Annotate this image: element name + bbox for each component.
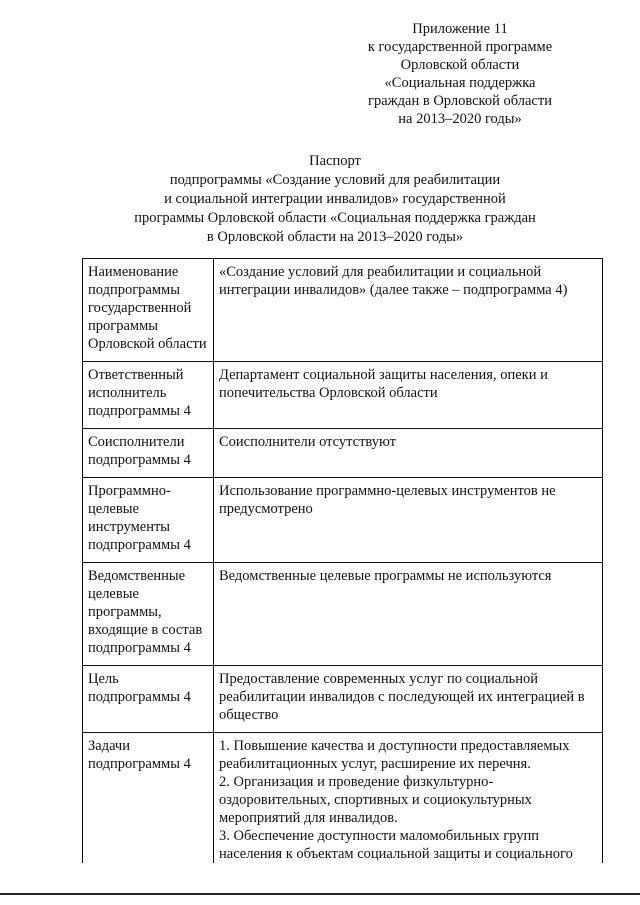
value-line: реабилитации инвалидов с последующей их интеграцией в: [219, 689, 585, 705]
label-line: Цель: [88, 671, 119, 687]
passport-title: Паспорт: [309, 153, 361, 169]
row-label-cell: [83, 733, 214, 864]
value-line: общество: [219, 707, 279, 723]
label-line: Соисполнители: [88, 434, 185, 450]
label-line: целевые: [88, 501, 139, 517]
label-line: подпрограммы 4: [88, 689, 191, 705]
appendix-header: [330, 20, 590, 128]
appendix-line: к государственной программе: [367, 39, 553, 55]
row-value-cell: [214, 666, 603, 733]
table-row: [83, 733, 603, 864]
row-value-cell: [214, 362, 603, 429]
label-line: входящие в состав: [88, 622, 203, 638]
label-line: подпрограммы 4: [88, 452, 191, 468]
passport-subtitle-line: и социальной интеграции инвалидов» государственной: [164, 191, 506, 207]
passport-subtitle-line: программы Орловской области «Социальная поддержка граждан: [134, 210, 536, 226]
label-line: Наименование: [88, 264, 179, 280]
passport-subtitle-line: подпрограммы «Создание условий для реабилитации: [169, 172, 501, 188]
value-line: реабилитационных услуг, расширение их перечня.: [219, 756, 531, 772]
row-label-cell: [83, 478, 214, 563]
label-line: государственной: [88, 300, 192, 316]
row-value-cell: [214, 429, 603, 478]
passport-subtitle-line: в Орловской области на 2013–2020 годы»: [206, 229, 464, 245]
value-line: «Создание условий для реабилитации и социальной: [219, 264, 542, 280]
label-line: Ответственный: [88, 367, 184, 383]
value-line: 1. Повышение качества и доступности предоставляемых: [219, 738, 570, 754]
value-line: Соисполнители отсутствуют: [219, 434, 397, 450]
table-row: [83, 666, 603, 733]
passport-table: [82, 258, 603, 863]
appendix-line: Орловской области: [400, 57, 520, 73]
value-line: Предоставление современных услуг по социальной: [219, 671, 538, 687]
value-line: 3. Обеспечение доступности маломобильных групп: [219, 828, 540, 844]
appendix-line: «Социальная поддержка: [384, 75, 536, 91]
appendix-line: граждан в Орловской области: [368, 93, 552, 109]
label-line: подпрограммы 4: [88, 403, 191, 419]
row-value-cell: [214, 733, 603, 864]
value-line: попечительства Орловской области: [219, 385, 438, 401]
label-line: подпрограммы 4: [88, 640, 191, 656]
table-row: [83, 429, 603, 478]
label-line: Ведомственные: [88, 568, 186, 584]
page-bottom-rule: [0, 893, 640, 895]
row-value-cell: [214, 478, 603, 563]
label-line: Программно-: [88, 483, 171, 499]
label-line: Орловской области: [88, 336, 207, 352]
label-line: исполнитель: [88, 385, 167, 401]
value-line: Использование программно-целевых инструментов не: [219, 483, 556, 499]
appendix-line: на 2013–2020 годы»: [398, 111, 522, 127]
value-line: оздоровительных, спортивных и социокультурных: [219, 792, 532, 808]
label-line: Задачи: [88, 738, 130, 754]
table-row: [83, 362, 603, 429]
label-line: инструменты: [88, 519, 171, 535]
row-label-cell: [83, 259, 214, 362]
passport-heading: [60, 152, 610, 247]
label-line: подпрограммы: [88, 282, 180, 298]
row-label-cell: [83, 666, 214, 733]
row-label-cell: [83, 429, 214, 478]
label-line: подпрограммы 4: [88, 537, 191, 553]
value-line: интеграции инвалидов» (далее также – подпрограмма 4): [219, 282, 568, 298]
table-row: [83, 259, 603, 362]
row-value-cell: [214, 563, 603, 666]
row-value-cell: [214, 259, 603, 362]
value-line: населения к объектам социальной защиты и социального: [219, 846, 573, 862]
appendix-line: Приложение 11: [412, 21, 508, 37]
table-row: [83, 478, 603, 563]
label-line: программы: [88, 318, 158, 334]
table-row: [83, 563, 603, 666]
value-line: 2. Организация и проведение физкультурно-: [219, 774, 494, 790]
value-line: предусмотрено: [219, 501, 313, 517]
value-line: мероприятий для инвалидов.: [219, 810, 398, 826]
row-label-cell: [83, 362, 214, 429]
value-line: Департамент социальной защиты населения, опеки и: [219, 367, 548, 383]
label-line: целевые: [88, 586, 139, 602]
label-line: программы,: [88, 604, 162, 620]
value-line: Ведомственные целевые программы не используются: [219, 568, 552, 584]
label-line: подпрограммы 4: [88, 756, 191, 772]
row-label-cell: [83, 563, 214, 666]
